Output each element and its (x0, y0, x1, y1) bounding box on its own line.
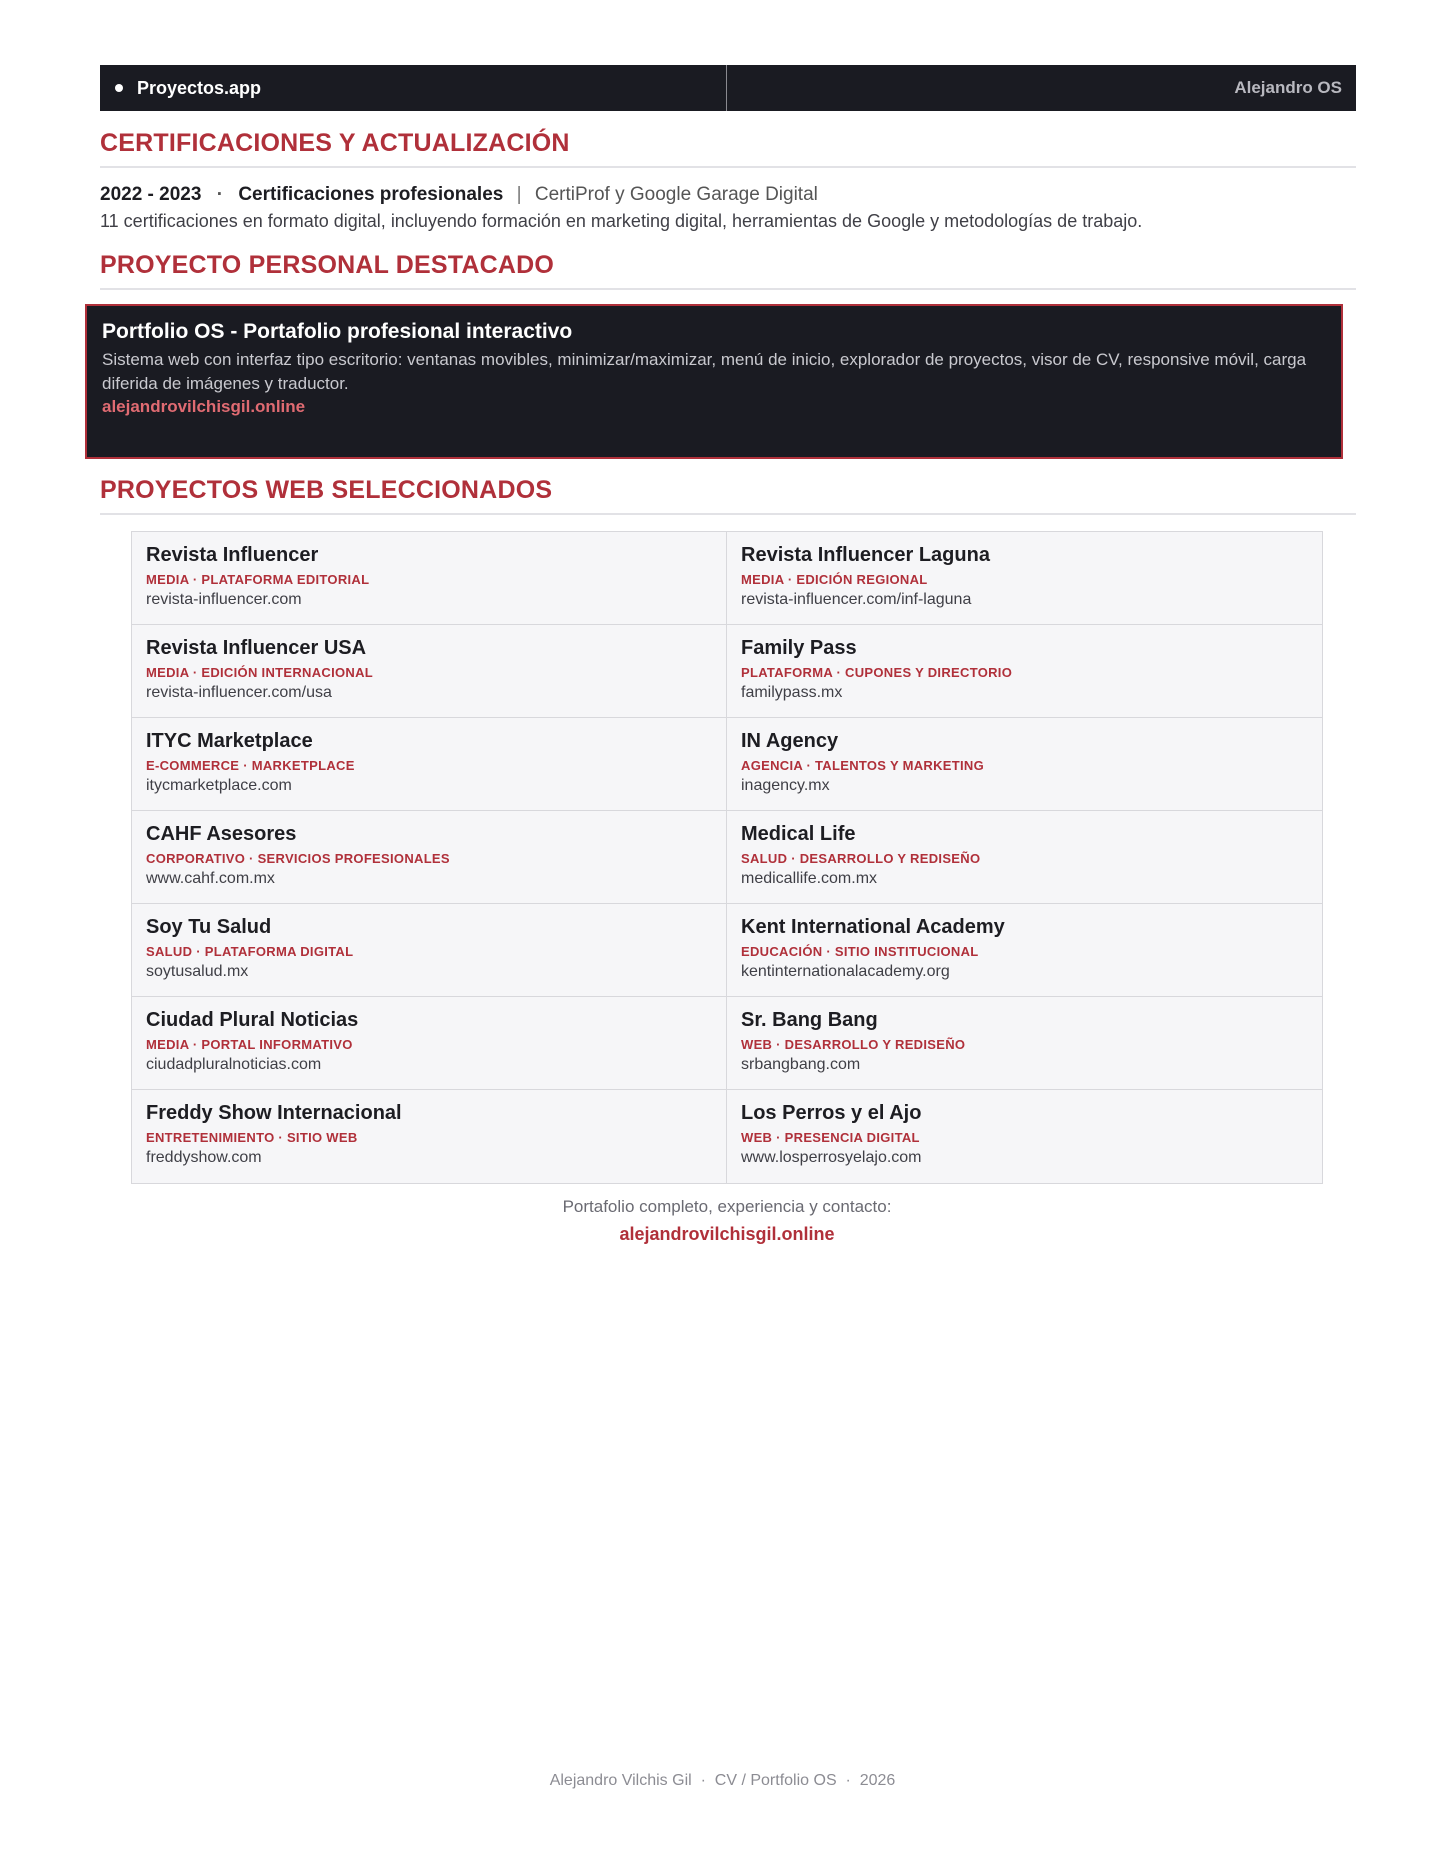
page-footer: Alejandro Vilchis Gil · CV / Portfolio OS · 2026 (549, 1772, 896, 1789)
app-label: Proyectos.app (137, 77, 262, 98)
project-card (132, 532, 727, 625)
project-name: Sr. Bang Bang (741, 1009, 878, 1031)
project-category: CORPORATIVO · SERVICIOS PROFESIONALES (146, 851, 450, 866)
project-name: Soy Tu Salud (146, 916, 272, 938)
project-url[interactable]: revista-influencer.com (146, 591, 302, 608)
top-bar (100, 65, 1356, 111)
project-name: Revista Influencer USA (146, 637, 367, 659)
certification-pipe: | (516, 184, 522, 205)
project-url[interactable]: revista-influencer.com/usa (146, 684, 332, 701)
project-name: Ciudad Plural Noticias (146, 1009, 359, 1031)
project-category: MEDIA · PORTAL INFORMATIVO (146, 1037, 353, 1052)
project-category: ENTRETENIMIENTO · SITIO WEB (146, 1130, 358, 1145)
project-name: Family Pass (741, 637, 857, 659)
contact-link[interactable]: alejandrovilchisgil.online (619, 1224, 835, 1244)
certification-separator: · (216, 184, 224, 205)
project-url[interactable]: www.cahf.com.mx (146, 870, 275, 887)
project-category: WEB · DESARROLLO Y REDISEÑO (741, 1037, 966, 1052)
project-card (132, 997, 727, 1090)
featured-project-title: Portfolio OS - Portafolio profesional interactivo (102, 320, 573, 343)
project-category: E-COMMERCE · MARKETPLACE (146, 758, 355, 773)
project-url[interactable]: inagency.mx (741, 777, 830, 794)
project-card (727, 811, 1322, 904)
certification-description: 11 certificaciones en formato digital, incluyendo formación en marketing digital, herramientas de Google y metodologías de trabajo. (100, 211, 1143, 231)
certification-org: CertiProf y Google Garage Digital (534, 184, 818, 205)
contact-label: Portafolio completo, experiencia y contacto: (562, 1197, 892, 1216)
project-name: Freddy Show Internacional (146, 1102, 402, 1124)
project-url[interactable]: ciudadpluralnoticias.com (146, 1056, 322, 1073)
project-category: MEDIA · EDICIÓN INTERNACIONAL (146, 665, 374, 680)
project-card (727, 997, 1322, 1090)
bullet-dot-icon (115, 84, 123, 92)
project-name: CAHF Asesores (146, 823, 297, 845)
top-bar-left (101, 65, 727, 111)
project-url[interactable]: srbangbang.com (741, 1056, 861, 1073)
project-card (727, 1090, 1322, 1183)
projects-grid (131, 531, 1323, 1184)
project-name: Kent International Academy (741, 916, 1005, 938)
certifications-heading: CERTIFICACIONES Y ACTUALIZACIÓN (100, 129, 1356, 168)
project-url[interactable]: familypass.mx (741, 684, 843, 701)
project-category: PLATAFORMA · CUPONES Y DIRECTORIO (741, 665, 1013, 680)
project-card (132, 811, 727, 904)
project-card (727, 718, 1322, 811)
project-category: MEDIA · EDICIÓN REGIONAL (741, 572, 928, 587)
os-label: Alejandro OS (1234, 78, 1342, 97)
project-url[interactable]: medicallife.com.mx (741, 870, 878, 887)
project-category: AGENCIA · TALENTOS Y MARKETING (741, 758, 985, 773)
document-page (100, 65, 1356, 1245)
project-url[interactable]: kentinternationalacademy.org (741, 963, 950, 980)
project-card (727, 625, 1322, 718)
top-bar-right (727, 65, 1356, 111)
project-category: EDUCACIÓN · SITIO INSTITUCIONAL (741, 944, 979, 959)
project-card (727, 532, 1322, 625)
project-category: MEDIA · PLATAFORMA EDITORIAL (146, 572, 370, 587)
project-url[interactable]: revista-influencer.com/inf-laguna (741, 591, 972, 608)
project-card (132, 904, 727, 997)
project-category: WEB · PRESENCIA DIGITAL (741, 1130, 920, 1145)
project-name: Revista Influencer (146, 544, 319, 566)
featured-project-link[interactable]: alejandrovilchisgil.online (102, 397, 306, 416)
project-url[interactable]: soytusalud.mx (146, 963, 249, 980)
featured-heading: PROYECTO PERSONAL DESTACADO (100, 251, 1356, 290)
projects-heading: PROYECTOS WEB SELECCIONADOS (100, 476, 1356, 515)
project-name: Los Perros y el Ajo (741, 1102, 922, 1124)
certification-name: Certificaciones profesionales (238, 184, 504, 205)
certification-years: 2022 - 2023 (100, 184, 202, 205)
project-name: Revista Influencer Laguna (741, 544, 990, 566)
project-card (132, 1090, 727, 1183)
project-url[interactable]: www.losperrosyelajo.com (741, 1149, 922, 1166)
project-name: IN Agency (741, 730, 839, 752)
project-card (132, 625, 727, 718)
featured-project-card (85, 304, 1343, 459)
project-url[interactable]: itycmarketplace.com (146, 777, 292, 794)
project-url[interactable]: freddyshow.com (146, 1149, 262, 1166)
featured-project-description: Sistema web con interfaz tipo escritorio: ventanas movibles, minimizar/maximizar, menú de inicio, explorador de proyectos, visor de CV, responsive móvil, carga diferida de imágenes y traductor. (102, 350, 1307, 393)
project-card (132, 718, 727, 811)
project-category: SALUD · DESARROLLO Y REDISEÑO (741, 851, 981, 866)
project-category: SALUD · PLATAFORMA DIGITAL (146, 944, 354, 959)
project-name: ITYC Marketplace (146, 730, 313, 752)
project-name: Medical Life (741, 823, 856, 845)
project-card (727, 904, 1322, 997)
certification-entry (100, 184, 1356, 206)
contact-block (131, 1197, 1323, 1245)
